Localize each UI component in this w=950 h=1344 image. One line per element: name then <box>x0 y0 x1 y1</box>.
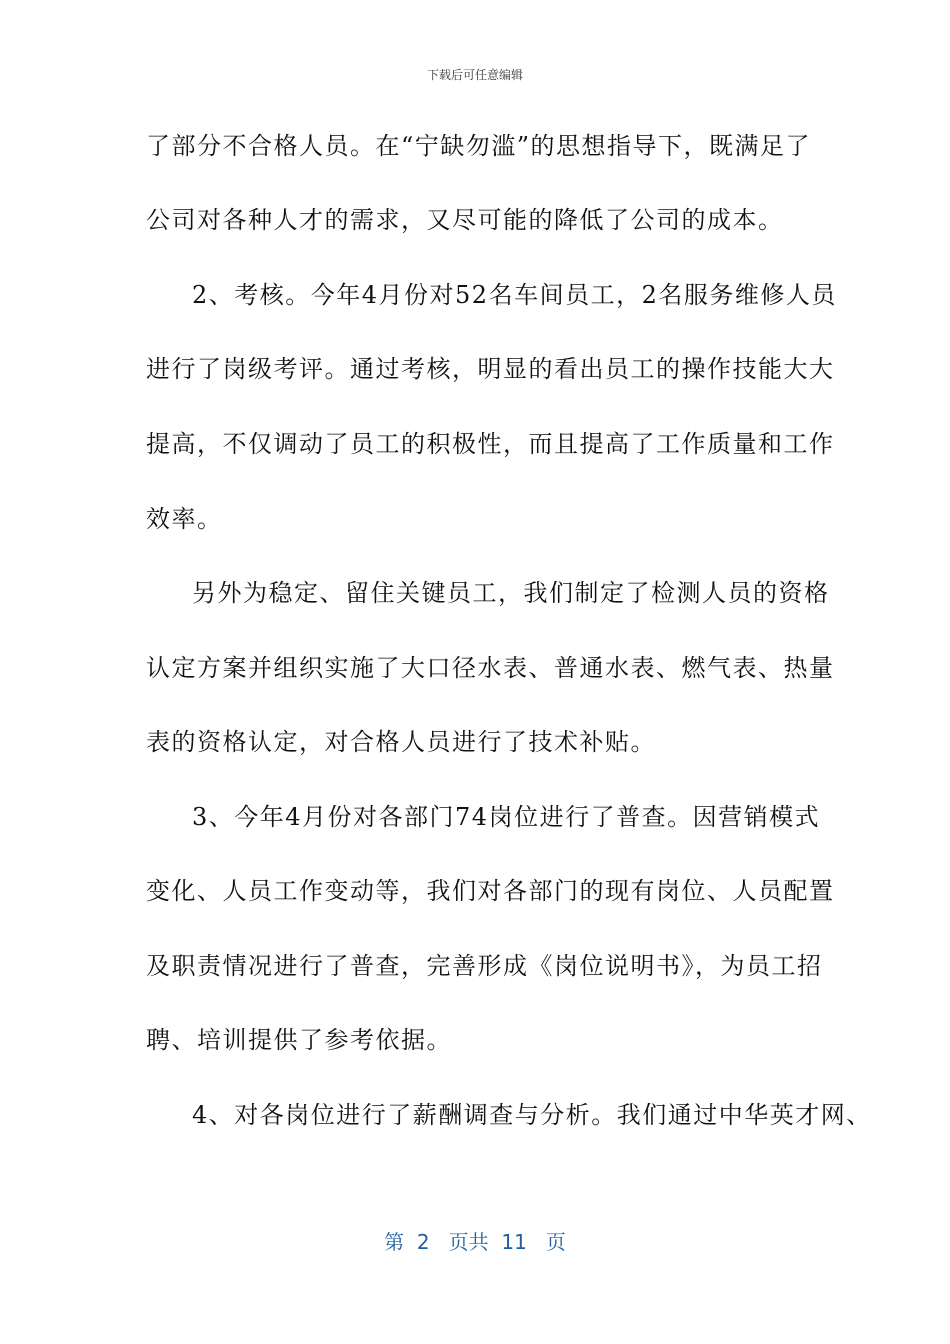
body-line-11: 变化、人员工作变动等，我们对各部门的现有岗位、人员配置 <box>146 877 835 905</box>
body-line-6: 效率。 <box>146 505 223 533</box>
body-line-5: 提高，不仅调动了员工的积极性，而且提高了工作质量和工作 <box>146 430 835 458</box>
body-line-8: 认定方案并组织实施了大口径水表、普通水表、燃气表、热量 <box>146 654 835 682</box>
body-line-4: 进行了岗级考评。通过考核，明显的看出员工的操作技能大大 <box>146 355 835 383</box>
body-line-14: 4、对各岗位进行了薪酬调查与分析。我们通过中华英才网、 <box>192 1101 872 1129</box>
body-line-12: 及职责情况进行了普查，完善形成《岗位说明书》，为员工招 <box>146 952 823 980</box>
page-header: 下载后可任意编辑 <box>426 68 523 82</box>
body-line-10: 3、今年4月份对各部门74岗位进行了普查。因营销模式 <box>192 803 821 831</box>
body-line-3: 2、考核。今年4月份对52名车间员工，2名服务维修人员 <box>192 281 837 309</box>
body-line-1: 了部分不合格人员。在“宁缺勿滥”的思想指导下，既满足了 <box>146 132 812 160</box>
body-line-13: 聘、培训提供了参考依据。 <box>146 1026 452 1054</box>
body-line-2: 公司对各种人才的需求，又尽可能的降低了公司的成本。 <box>146 206 784 234</box>
body-line-7: 另外为稳定、留住关键员工，我们制定了检测人员的资格 <box>192 579 830 607</box>
page-footer: 第 2 页共 11 页 <box>384 1230 566 1254</box>
body-line-9: 表的资格认定，对合格人员进行了技术补贴。 <box>146 728 656 756</box>
